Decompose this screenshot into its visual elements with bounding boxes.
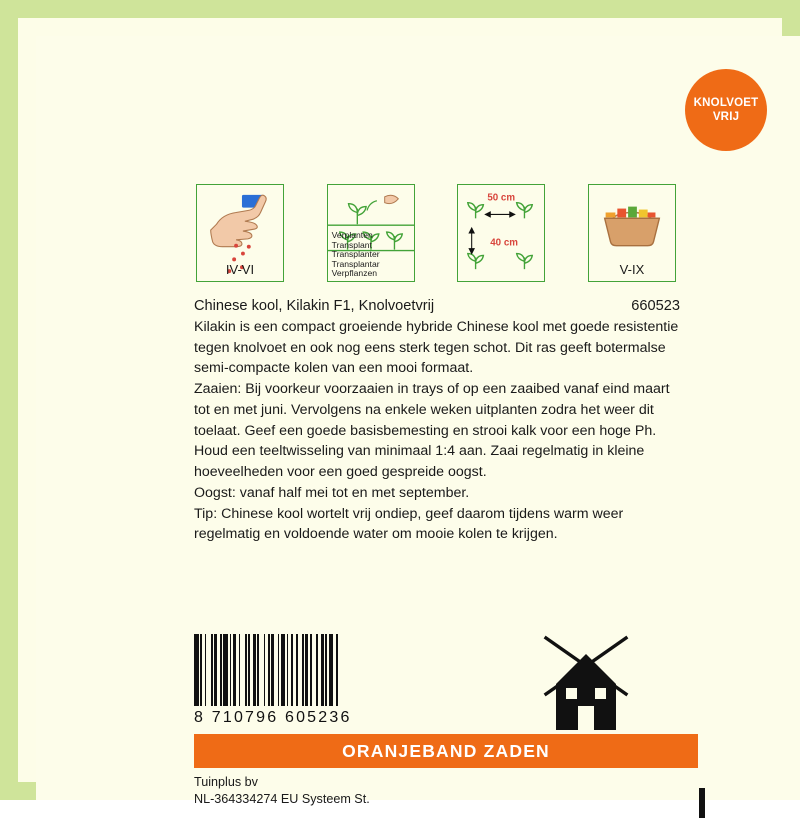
transplant-caption-fr: Transplanter [331, 249, 380, 260]
pictogram-row [196, 184, 676, 284]
packet-inner-area [36, 36, 800, 806]
windmill-logo-art [526, 632, 646, 730]
footer-text [194, 774, 370, 808]
svg-text:40 cm: 40 cm [490, 237, 519, 249]
section-sowing-text: : Bij voorkeur voorzaaien in trays of op een zaaibed vanaf eind maart tot en met juni. Vervolgens na enkele weken uitplanten zodra het weer dit toelaat. Geef een goede basisbemesting en strooi kalk voor een hoge Ph. Houd een teeltwisseling van minimaal 1:4 aan. Zaai regelmatig in kleine hoeveelheden voor een goed gespreide oogst. [194, 381, 670, 481]
section-sowing-label: Zaaien [194, 381, 238, 398]
harvest-basket-icon [588, 184, 676, 282]
barcode-bars [194, 634, 390, 706]
section-harvest [194, 483, 680, 504]
transplant-caption-en: Transplant [331, 239, 372, 250]
plant-spacing-icon [457, 184, 545, 282]
sow-by-hand-icon [196, 184, 284, 282]
section-sowing [194, 379, 680, 483]
section-harvest-text: : vanaf half mei tot en met september. [231, 484, 470, 501]
plant-spacing-art [458, 185, 544, 281]
footer-line-1: Tuinplus bv [194, 775, 258, 789]
product-info-block [194, 298, 680, 545]
section-tip [194, 504, 680, 545]
product-description [194, 317, 680, 545]
barcode [194, 634, 390, 727]
svg-text:50 cm: 50 cm [487, 192, 516, 204]
transplant-caption-de: Verpflanzen [331, 268, 378, 279]
badge-line-2: VRIJ [712, 111, 740, 123]
knolvoetvrij-badge [685, 69, 767, 151]
transplant-caption-es: Transplantar [331, 258, 380, 269]
windmill-logo [526, 632, 646, 730]
barcode-bar [338, 634, 340, 706]
transplant-icon [327, 184, 415, 282]
edge-marker [699, 788, 705, 818]
section-tip-text: : Chinese kool wortelt vrij ondiep, geef daarom tijdens warm weer regelmatig en voldoende water om mooie kolen te krijgen. [194, 505, 624, 543]
section-tip-label: Tip [194, 505, 214, 522]
product-title: Chinese kool, Kilakin F1, Knolvoetvrij [194, 298, 435, 314]
transplant-caption-nl: Verplanten [331, 229, 373, 240]
harvest-period-label: V-IX [619, 262, 645, 277]
intro-paragraph: Kilakin is een compact groeiende hybride Chinese kool met goede resistentie tegen knolvoet en ook nog eens sterk tegen schot. Dit ras geeft botermalse semi-compacte kolen van een mooi formaat. [194, 319, 679, 377]
section-harvest-label: Oogst [194, 484, 232, 501]
product-code: 660523 [631, 298, 680, 314]
sowing-period-label: IV-VI [225, 262, 255, 277]
title-row [194, 298, 680, 314]
brand-bar [194, 734, 698, 768]
brand-name: ORANJEBAND ZADEN [342, 740, 550, 761]
barcode-digits: 8 710796 605236 [194, 709, 352, 726]
transplant-captions [328, 231, 414, 279]
footer-line-2: NL-364334274 EU Systeem St. [194, 792, 370, 806]
badge-line-1: KNOLVOET [693, 96, 759, 109]
